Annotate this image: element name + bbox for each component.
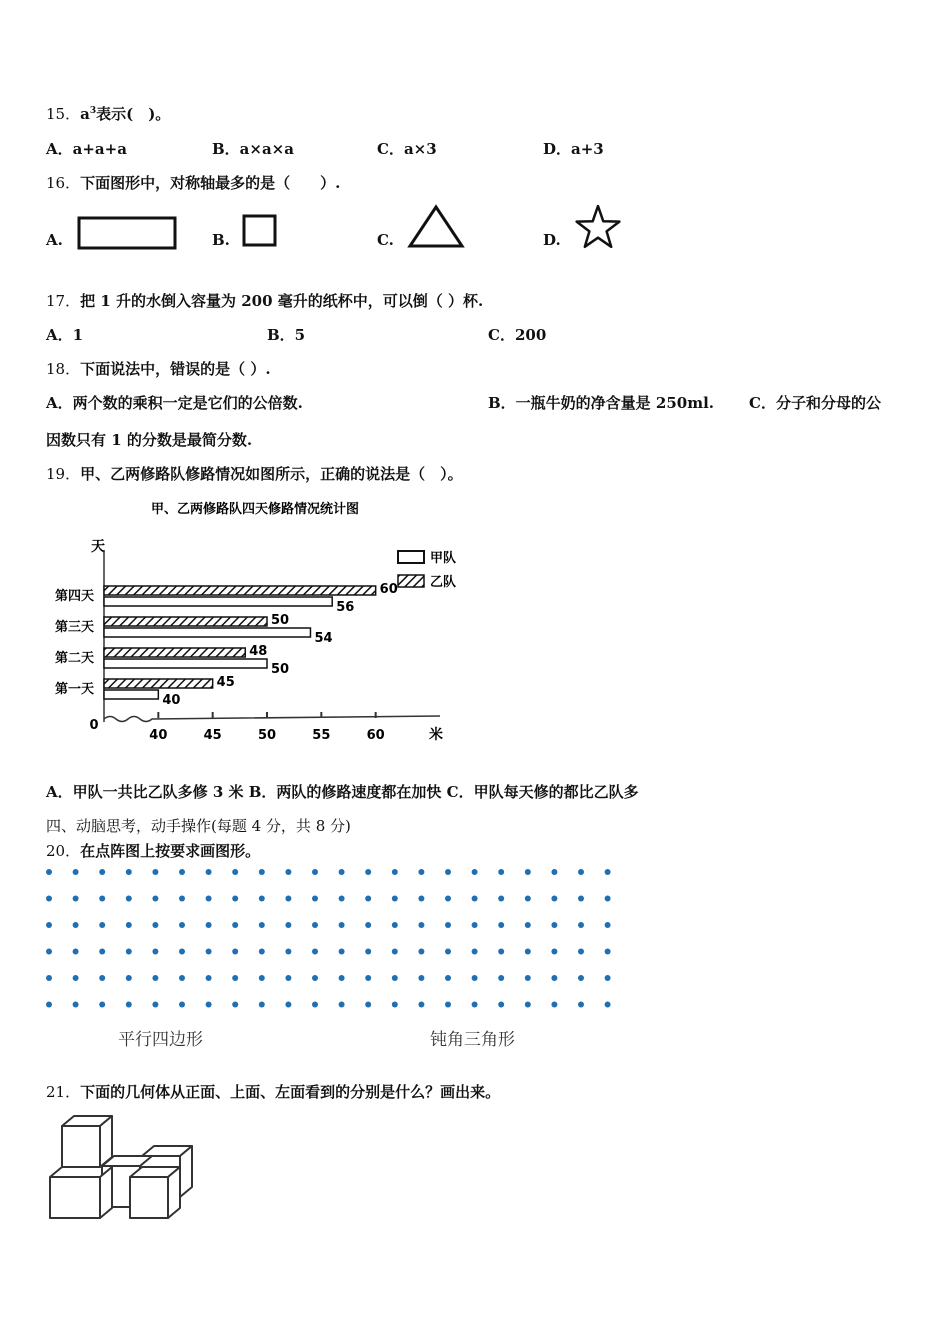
bar-jia-3 — [104, 597, 332, 606]
grid-dot[interactable] — [605, 975, 611, 981]
grid-dot[interactable] — [232, 869, 238, 875]
bar-yi-label-2: 50 — [271, 613, 290, 628]
grid-dot[interactable] — [259, 949, 265, 955]
grid-dot[interactable] — [365, 1002, 371, 1008]
grid-dot[interactable] — [152, 922, 158, 928]
grid-dot[interactable] — [578, 1002, 584, 1008]
q15-stem-sup: 3 — [89, 106, 97, 116]
grid-dot[interactable] — [551, 922, 557, 928]
grid-dot[interactable] — [259, 896, 265, 902]
q21-stem — [46, 1081, 500, 1102]
grid-dot[interactable] — [73, 949, 79, 955]
grid-dot[interactable] — [179, 922, 185, 928]
bar-jia-1 — [104, 659, 267, 668]
grid-dot[interactable] — [152, 1002, 158, 1008]
bar-jia-label-2: 54 — [314, 631, 333, 646]
bar-jia-2 — [104, 628, 310, 637]
q15-stem-a: a — [80, 105, 90, 123]
grid-dot[interactable] — [551, 896, 557, 902]
grid-dot[interactable] — [46, 1002, 52, 1008]
grid-dot[interactable] — [99, 1002, 105, 1008]
grid-dot[interactable] — [605, 869, 611, 875]
grid-dot[interactable] — [312, 869, 318, 875]
grid-dot[interactable] — [472, 922, 478, 928]
chart-xlabel: 米 — [429, 727, 443, 743]
grid-dot[interactable] — [152, 896, 158, 902]
grid-dot[interactable] — [472, 896, 478, 902]
road-repair-chart — [0, 490, 480, 750]
x-tick-label-4: 60 — [366, 728, 385, 743]
grid-dot[interactable] — [418, 949, 424, 955]
grid-dot[interactable] — [46, 975, 52, 981]
grid-dot[interactable] — [525, 975, 531, 981]
grid-dot[interactable] — [285, 949, 291, 955]
grid-dot[interactable] — [312, 975, 318, 981]
grid-dot[interactable] — [206, 949, 212, 955]
q15-number: 15． — [46, 105, 81, 123]
q16-option-b: B. — [212, 231, 230, 249]
grid-dot[interactable] — [73, 922, 79, 928]
q15-option-a: A．a+a+a — [46, 140, 127, 158]
bar-yi-label-1: 48 — [249, 644, 268, 659]
grid-dot[interactable] — [46, 949, 52, 955]
grid-dot[interactable] — [99, 896, 105, 902]
star-icon — [577, 206, 620, 247]
grid-dot[interactable] — [498, 869, 504, 875]
bar-jia-label-0: 40 — [162, 693, 181, 708]
grid-dot[interactable] — [418, 896, 424, 902]
grid-dot[interactable] — [259, 1002, 265, 1008]
q19-number: 19． — [46, 465, 81, 483]
grid-dot[interactable] — [285, 975, 291, 981]
bar-jia-label-1: 50 — [271, 662, 290, 677]
grid-dot[interactable] — [525, 896, 531, 902]
grid-dot[interactable] — [339, 869, 345, 875]
grid-dot[interactable] — [365, 949, 371, 955]
category-label-3: 第四天 — [54, 589, 94, 604]
x-tick-label-2: 50 — [257, 728, 277, 743]
q17-stem — [46, 290, 483, 311]
grid-dot[interactable] — [418, 975, 424, 981]
grid-dot[interactable] — [498, 949, 504, 955]
x-tick-label-1: 45 — [203, 728, 222, 743]
grid-dot[interactable] — [46, 896, 52, 902]
grid-dot[interactable] — [392, 922, 398, 928]
grid-dot[interactable] — [152, 975, 158, 981]
grid-dot[interactable] — [498, 975, 504, 981]
bar-yi-label-0: 45 — [216, 675, 235, 690]
dot-grid[interactable] — [0, 860, 950, 1020]
chart-title: 甲、乙两修路队四天修路情况统计图 — [150, 502, 360, 517]
triangle-icon — [410, 207, 462, 246]
grid-dot[interactable] — [285, 922, 291, 928]
category-label-2: 第三天 — [54, 620, 94, 635]
bar-yi-label-3: 60 — [379, 582, 398, 597]
grid-dot[interactable] — [46, 922, 52, 928]
q19-stem — [46, 463, 463, 484]
rectangle-icon — [79, 218, 175, 248]
q20-stem — [46, 840, 260, 861]
grid-dot[interactable] — [339, 975, 345, 981]
grid-dot[interactable] — [578, 975, 584, 981]
grid-dot[interactable] — [445, 896, 451, 902]
bar-yi-2 — [104, 617, 267, 626]
q19-options: A．甲队一共比乙队多修 3 米 B．两队的修路速度都在加快 C．甲队每天修的都比乙队多 — [46, 783, 639, 801]
grid-dot[interactable] — [126, 1002, 132, 1008]
grid-dot[interactable] — [578, 896, 584, 902]
grid-dot[interactable] — [472, 869, 478, 875]
legend-swatch-jia — [398, 551, 424, 563]
grid-dot[interactable] — [232, 1002, 238, 1008]
q18-option-c-continued: 因数只有 1 的分数是最简分数. — [46, 431, 253, 449]
grid-dot[interactable] — [418, 1002, 424, 1008]
grid-dot[interactable] — [365, 975, 371, 981]
grid-dot[interactable] — [605, 896, 611, 902]
grid-dot[interactable] — [445, 949, 451, 955]
grid-dot[interactable] — [259, 975, 265, 981]
grid-dot[interactable] — [312, 922, 318, 928]
chart-origin-label: 0 — [89, 718, 99, 733]
grid-dot[interactable] — [445, 922, 451, 928]
grid-dot[interactable] — [179, 975, 185, 981]
grid-dot[interactable] — [339, 949, 345, 955]
square-icon — [244, 216, 275, 245]
grid-dot[interactable] — [472, 949, 478, 955]
label-parallelogram: 平行四边形 — [118, 1030, 203, 1050]
grid-dot[interactable] — [551, 975, 557, 981]
q20-number: 20． — [46, 842, 81, 860]
chart-x-axis — [104, 716, 440, 722]
category-label-1: 第二天 — [54, 651, 94, 666]
grid-dot[interactable] — [126, 896, 132, 902]
grid-dot[interactable] — [179, 869, 185, 875]
grid-dot[interactable] — [206, 922, 212, 928]
grid-dot[interactable] — [498, 896, 504, 902]
q18-option-b: B．一瓶牛奶的净含量是 250ml. — [488, 394, 715, 412]
grid-dot[interactable] — [525, 922, 531, 928]
q18-stem — [46, 358, 271, 379]
label-obtuse-triangle: 钝角三角形 — [430, 1030, 515, 1050]
grid-dot[interactable] — [418, 869, 424, 875]
grid-dot[interactable] — [73, 1002, 79, 1008]
q18-stem-text: 下面说法中，错误的是（ ）. — [80, 360, 271, 378]
grid-dot[interactable] — [73, 869, 79, 875]
grid-dot[interactable] — [232, 922, 238, 928]
q15-option-c: C．a×3 — [377, 140, 437, 158]
grid-dot[interactable] — [605, 949, 611, 955]
grid-dot[interactable] — [418, 922, 424, 928]
q16-number: 16． — [46, 174, 81, 192]
grid-dot[interactable] — [525, 949, 531, 955]
q17-option-b: B．5 — [267, 326, 306, 344]
grid-dot[interactable] — [392, 975, 398, 981]
grid-dot[interactable] — [126, 869, 132, 875]
grid-dot[interactable] — [46, 869, 52, 875]
grid-dot[interactable] — [206, 1002, 212, 1008]
grid-dot[interactable] — [285, 1002, 291, 1008]
grid-dot[interactable] — [126, 922, 132, 928]
grid-dot[interactable] — [445, 1002, 451, 1008]
grid-dot[interactable] — [312, 896, 318, 902]
grid-dot[interactable] — [551, 869, 557, 875]
q18-option-a: A．两个数的乘积一定是它们的公倍数. — [46, 394, 303, 412]
grid-dot[interactable] — [498, 922, 504, 928]
q16-option-c: C. — [377, 231, 394, 249]
grid-dot[interactable] — [551, 1002, 557, 1008]
legend-label-yi: 乙队 — [430, 575, 457, 590]
q16-option-a: A. — [46, 231, 63, 249]
grid-dot[interactable] — [525, 1002, 531, 1008]
grid-dot[interactable] — [126, 949, 132, 955]
grid-dot[interactable] — [392, 896, 398, 902]
grid-dot[interactable] — [73, 975, 79, 981]
grid-dot[interactable] — [99, 949, 105, 955]
grid-dot[interactable] — [392, 1002, 398, 1008]
q17-number: 17． — [46, 292, 81, 310]
bar-jia-0 — [104, 690, 158, 699]
bar-yi-1 — [104, 648, 245, 657]
q15-option-b: B．a×a×a — [212, 140, 294, 158]
grid-dot[interactable] — [472, 1002, 478, 1008]
grid-dot[interactable] — [232, 896, 238, 902]
grid-dot[interactable] — [126, 975, 132, 981]
chart-ylabel: 天 — [91, 539, 105, 555]
q16-stem-text: 下面图形中，对称轴最多的是（ ）. — [80, 174, 341, 192]
grid-dot[interactable] — [605, 1002, 611, 1008]
q15-option-d: D．a+3 — [543, 140, 604, 158]
grid-dot[interactable] — [179, 1002, 185, 1008]
grid-dot[interactable] — [551, 949, 557, 955]
q21-number: 21． — [46, 1083, 81, 1101]
grid-dot[interactable] — [365, 922, 371, 928]
grid-dot[interactable] — [445, 975, 451, 981]
legend-label-jia: 甲队 — [430, 551, 457, 566]
grid-dot[interactable] — [285, 896, 291, 902]
grid-dot[interactable] — [472, 975, 478, 981]
grid-dot[interactable] — [206, 869, 212, 875]
q21-stem-text: 下面的几何体从正面、上面、左面看到的分别是什么？画出来。 — [80, 1083, 501, 1101]
grid-dot[interactable] — [525, 869, 531, 875]
grid-dot[interactable] — [259, 869, 265, 875]
grid-dot[interactable] — [339, 896, 345, 902]
q16-shapes — [0, 0, 950, 260]
section-four-heading: 四、动脑思考，动手操作(每题 4 分，共 8 分) — [46, 817, 351, 835]
bar-yi-3 — [104, 586, 376, 595]
legend-swatch-yi — [398, 575, 424, 587]
grid-dot[interactable] — [206, 896, 212, 902]
q18-option-c: C．分子和分母的公 — [749, 394, 881, 412]
x-tick-label-3: 55 — [312, 728, 331, 743]
grid-dot[interactable] — [392, 949, 398, 955]
grid-dot[interactable] — [206, 975, 212, 981]
grid-dot[interactable] — [179, 896, 185, 902]
grid-dot[interactable] — [152, 869, 158, 875]
grid-dot[interactable] — [99, 869, 105, 875]
category-label-0: 第一天 — [54, 682, 94, 697]
grid-dot[interactable] — [152, 949, 158, 955]
grid-dot[interactable] — [179, 949, 185, 955]
grid-dot[interactable] — [312, 949, 318, 955]
grid-dot[interactable] — [605, 922, 611, 928]
q17-option-c: C．200 — [488, 326, 547, 344]
grid-dot[interactable] — [339, 1002, 345, 1008]
grid-dot[interactable] — [339, 922, 345, 928]
grid-dot[interactable] — [285, 869, 291, 875]
grid-dot[interactable] — [312, 1002, 318, 1008]
q20-stem-text: 在点阵图上按要求画图形。 — [80, 842, 261, 860]
bar-jia-label-3: 56 — [336, 600, 355, 615]
bar-yi-0 — [104, 679, 213, 688]
q19-stem-text: 甲、乙两修路队修路情况如图所示，正确的说法是（ ）。 — [80, 465, 463, 483]
grid-dot[interactable] — [365, 896, 371, 902]
grid-dot[interactable] — [232, 949, 238, 955]
q16-option-d: D. — [543, 231, 561, 249]
q17-option-a: A．1 — [46, 326, 84, 344]
x-tick-label-0: 40 — [149, 728, 168, 743]
grid-dot[interactable] — [392, 869, 398, 875]
grid-dot[interactable] — [99, 975, 105, 981]
q17-stem-text: 把 1 升的水倒入容量为 200 毫升的纸杯中，可以倒（ ）杯. — [80, 292, 484, 310]
grid-dot[interactable] — [578, 949, 584, 955]
grid-dot[interactable] — [232, 975, 238, 981]
grid-dot[interactable] — [259, 922, 265, 928]
grid-dot[interactable] — [99, 922, 105, 928]
cube-solid-figure — [40, 1105, 210, 1230]
grid-dot[interactable] — [578, 922, 584, 928]
grid-dot[interactable] — [365, 869, 371, 875]
grid-dot[interactable] — [578, 869, 584, 875]
q18-number: 18． — [46, 360, 81, 378]
grid-dot[interactable] — [445, 869, 451, 875]
q15-stem-rest: 表示( )。 — [96, 105, 171, 123]
grid-dot[interactable] — [498, 1002, 504, 1008]
grid-dot[interactable] — [73, 896, 79, 902]
